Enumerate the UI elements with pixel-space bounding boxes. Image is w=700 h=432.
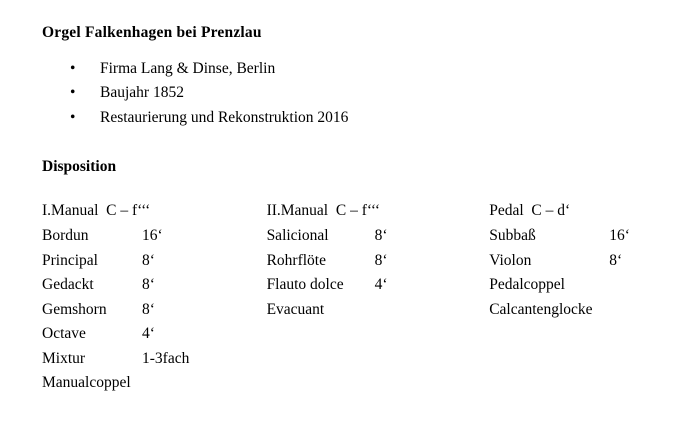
stop-pitch: 4‘ [374,276,388,294]
table-row [267,273,490,297]
table-row [489,224,670,248]
stop-name: Pedalcoppel [489,276,565,294]
stop-name: Evacuant [266,300,325,318]
stop-name: Calcantenglocke [489,300,593,318]
bullet-icon: • [70,108,76,126]
stop-pitch: 8‘ [609,251,623,269]
stop-name: Manualcoppel [42,374,131,392]
table-row [42,298,267,322]
table-row [267,224,490,248]
stop-pitch: 4‘ [142,325,155,343]
stop-name: Mixtur [42,349,86,367]
stop-list [42,224,267,395]
table-row [489,273,670,297]
list-item-label: Restaurierung und Rekonstruktion 2016 [100,108,349,126]
division-title: Pedal C – d‘ [489,201,571,219]
stop-pitch: 1-3fach [142,349,190,367]
list-item-label: Baujahr 1852 [100,84,184,102]
table-row [42,347,267,371]
list-item-label: Firma Lang & Dinse, Berlin [100,59,276,77]
stop-pitch: 8‘ [374,227,388,245]
stop-name: Subbaß [489,227,536,245]
stop-name: Salicional [266,227,329,245]
stop-pitch: 8‘ [374,251,388,269]
division-pedal [489,199,670,322]
stop-pitch [565,273,625,297]
stop-list [267,224,490,322]
page-title: Orgel Falkenhagen bei Prenzlau [42,24,262,41]
stop-name: Principal [42,251,98,269]
stop-name: Flauto dolce [266,276,344,294]
stop-name: Octave [42,325,86,343]
stop-list [489,224,670,322]
stop-pitch: 8‘ [142,276,155,294]
division-title: I.Manual C – f‘‘‘ [42,201,151,219]
table-row [489,298,670,322]
stop-name: Gemshorn [42,300,107,318]
table-row [42,322,267,346]
section-heading-disposition: Disposition [42,158,117,176]
bullet-icon: • [70,59,76,77]
stop-name: Gedackt [42,276,94,294]
division-title: II.Manual C – f‘‘‘ [266,201,381,219]
stop-pitch: 8‘ [142,300,155,318]
disposition-table [42,199,670,396]
table-row [42,224,267,248]
stop-pitch [324,298,384,322]
bullet-icon: • [70,84,76,102]
list-item [42,106,670,130]
stop-name: Bordun [42,227,89,245]
table-row [267,298,490,322]
stop-pitch [131,371,211,395]
table-row [42,249,267,273]
stop-pitch: 8‘ [142,251,155,269]
stop-pitch: 16‘ [142,227,163,245]
table-row [267,249,490,273]
division-manual-ii [267,199,490,322]
table-row [489,249,670,273]
stop-pitch: 16‘ [609,227,630,245]
division-manual-i [42,199,267,396]
list-item [42,81,670,105]
stop-pitch [593,298,653,322]
list-item [42,57,670,81]
stop-name: Rohrflöte [266,251,326,269]
stop-name: Violon [489,251,532,269]
table-row [42,371,267,395]
feature-list [42,57,670,130]
table-row [42,273,267,297]
